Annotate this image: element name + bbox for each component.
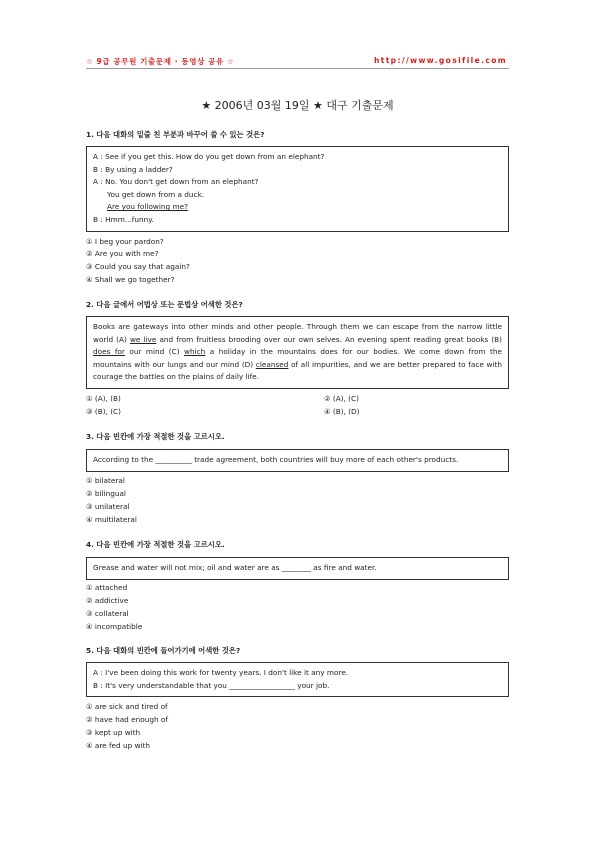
underlined-phrase-c: which xyxy=(184,347,206,357)
passage-text: our mind (C) xyxy=(124,347,185,357)
header-left-text: ☆ 9급 공무원 기출문제 · 동영상 공유 ☆ xyxy=(86,57,235,66)
q4-option-4[interactable]: ④ incompatible xyxy=(86,622,143,631)
q5-option-2[interactable]: ② have had enough of xyxy=(86,715,168,724)
question-1-heading: 1. 다음 대화의 밑줄 친 부분과 바꾸어 쓸 수 있는 것은? xyxy=(86,130,265,139)
underlined-phrase-d: cleansed xyxy=(255,359,289,369)
q4-option-1[interactable]: ① attached xyxy=(86,583,128,592)
q4-option-3[interactable]: ③ collateral xyxy=(86,609,129,618)
passage-text: and from fruitless brooding over our own selves. An evening spent reading great books (B) xyxy=(156,334,503,344)
dialogue-line: B : By using a ladder? xyxy=(93,164,173,174)
q4-option-2[interactable]: ② addictive xyxy=(86,596,129,605)
dialogue-line-underlined xyxy=(93,201,502,214)
dialogue-line: B : Hmm...funny. xyxy=(93,214,154,224)
q5-option-4[interactable]: ④ are fed up with xyxy=(86,741,151,750)
question-5-heading: 5. 다음 대화의 빈칸에 들어가기에 어색한 것은? xyxy=(86,646,241,655)
question-4-heading: 4. 다음 빈칸에 가장 적절한 것을 고르시오. xyxy=(86,540,225,549)
passage-text: Books are gateways into other minds and other people. Through them we can escape from the narrow little world (A) xyxy=(93,322,502,344)
q5-option-3[interactable]: ③ kept up with xyxy=(86,728,141,737)
q3-option-1[interactable]: ① bilateral xyxy=(86,476,125,485)
q3-option-2[interactable]: ② bilingual xyxy=(86,489,126,498)
q1-option-1[interactable]: ① I beg your pardon? xyxy=(86,237,164,246)
question-1-dialogue-box xyxy=(86,146,509,232)
question-3-sentence-box xyxy=(86,449,509,472)
dialogue-line: A : No. You don't get down from an elephant? xyxy=(93,177,259,187)
q3-option-3[interactable]: ③ unilateral xyxy=(86,502,130,511)
q1-option-2[interactable]: ② Are you with me? xyxy=(86,249,159,258)
sentence-text: Grease and water will not mix; oil and water are as ________ as fire and water. xyxy=(93,563,377,572)
underlined-phrase: Are you following me? xyxy=(107,202,188,212)
question-2-heading: 2. 다음 글에서 어법상 또는 문법상 어색한 것은? xyxy=(86,300,243,309)
underlined-phrase-a: we live xyxy=(129,334,157,344)
passage-text: a holiday in the mountains does for our bodies. We come down from the mountains with our lungs and our mind (D) xyxy=(93,347,502,369)
q1-option-4[interactable]: ④ Shall we go together? xyxy=(86,275,175,284)
question-5-dialogue-box xyxy=(86,662,509,697)
question-3-heading: 3. 다음 빈칸에 가장 적절한 것을 고르시오. xyxy=(86,432,225,441)
header-website-link[interactable]: http://www.gosifile.com xyxy=(373,56,507,65)
q1-option-3[interactable]: ③ Could you say that again? xyxy=(86,262,190,271)
dialogue-line: B : It's very understandable that you __________________ your job. xyxy=(93,680,330,690)
q2-option-3[interactable]: ③ (B), (C) xyxy=(86,407,121,416)
page-title: ★ 2006년 03월 19일 ★ 대구 기출문제 xyxy=(201,99,394,112)
q2-option-4[interactable]: ④ (B), (D) xyxy=(324,407,360,416)
question-2-passage-box xyxy=(86,316,509,389)
header-divider xyxy=(86,68,509,69)
passage-text: of all impurities, and we are better prepared to face with courage the battles on the plains of daily life. xyxy=(93,359,502,382)
dialogue-line: A : I've been doing this work for twenty years. I don't like it any more. xyxy=(93,668,349,677)
q2-option-1[interactable]: ① (A), (B) xyxy=(86,394,121,403)
underlined-phrase-b: does for xyxy=(93,347,125,357)
dialogue-line: You get down from a duck. xyxy=(107,189,205,199)
question-4-sentence-box xyxy=(86,557,509,580)
sentence-text: According to the __________ trade agreement, both countries will buy more of each other's products. xyxy=(93,455,459,464)
q2-option-2[interactable]: ② (A), (C) xyxy=(324,394,359,403)
dialogue-line: A : See if you get this. How do you get down from an elephant? xyxy=(93,152,325,161)
q5-option-1[interactable]: ① are sick and tired of xyxy=(86,702,168,711)
q3-option-4[interactable]: ④ multilateral xyxy=(86,515,137,524)
